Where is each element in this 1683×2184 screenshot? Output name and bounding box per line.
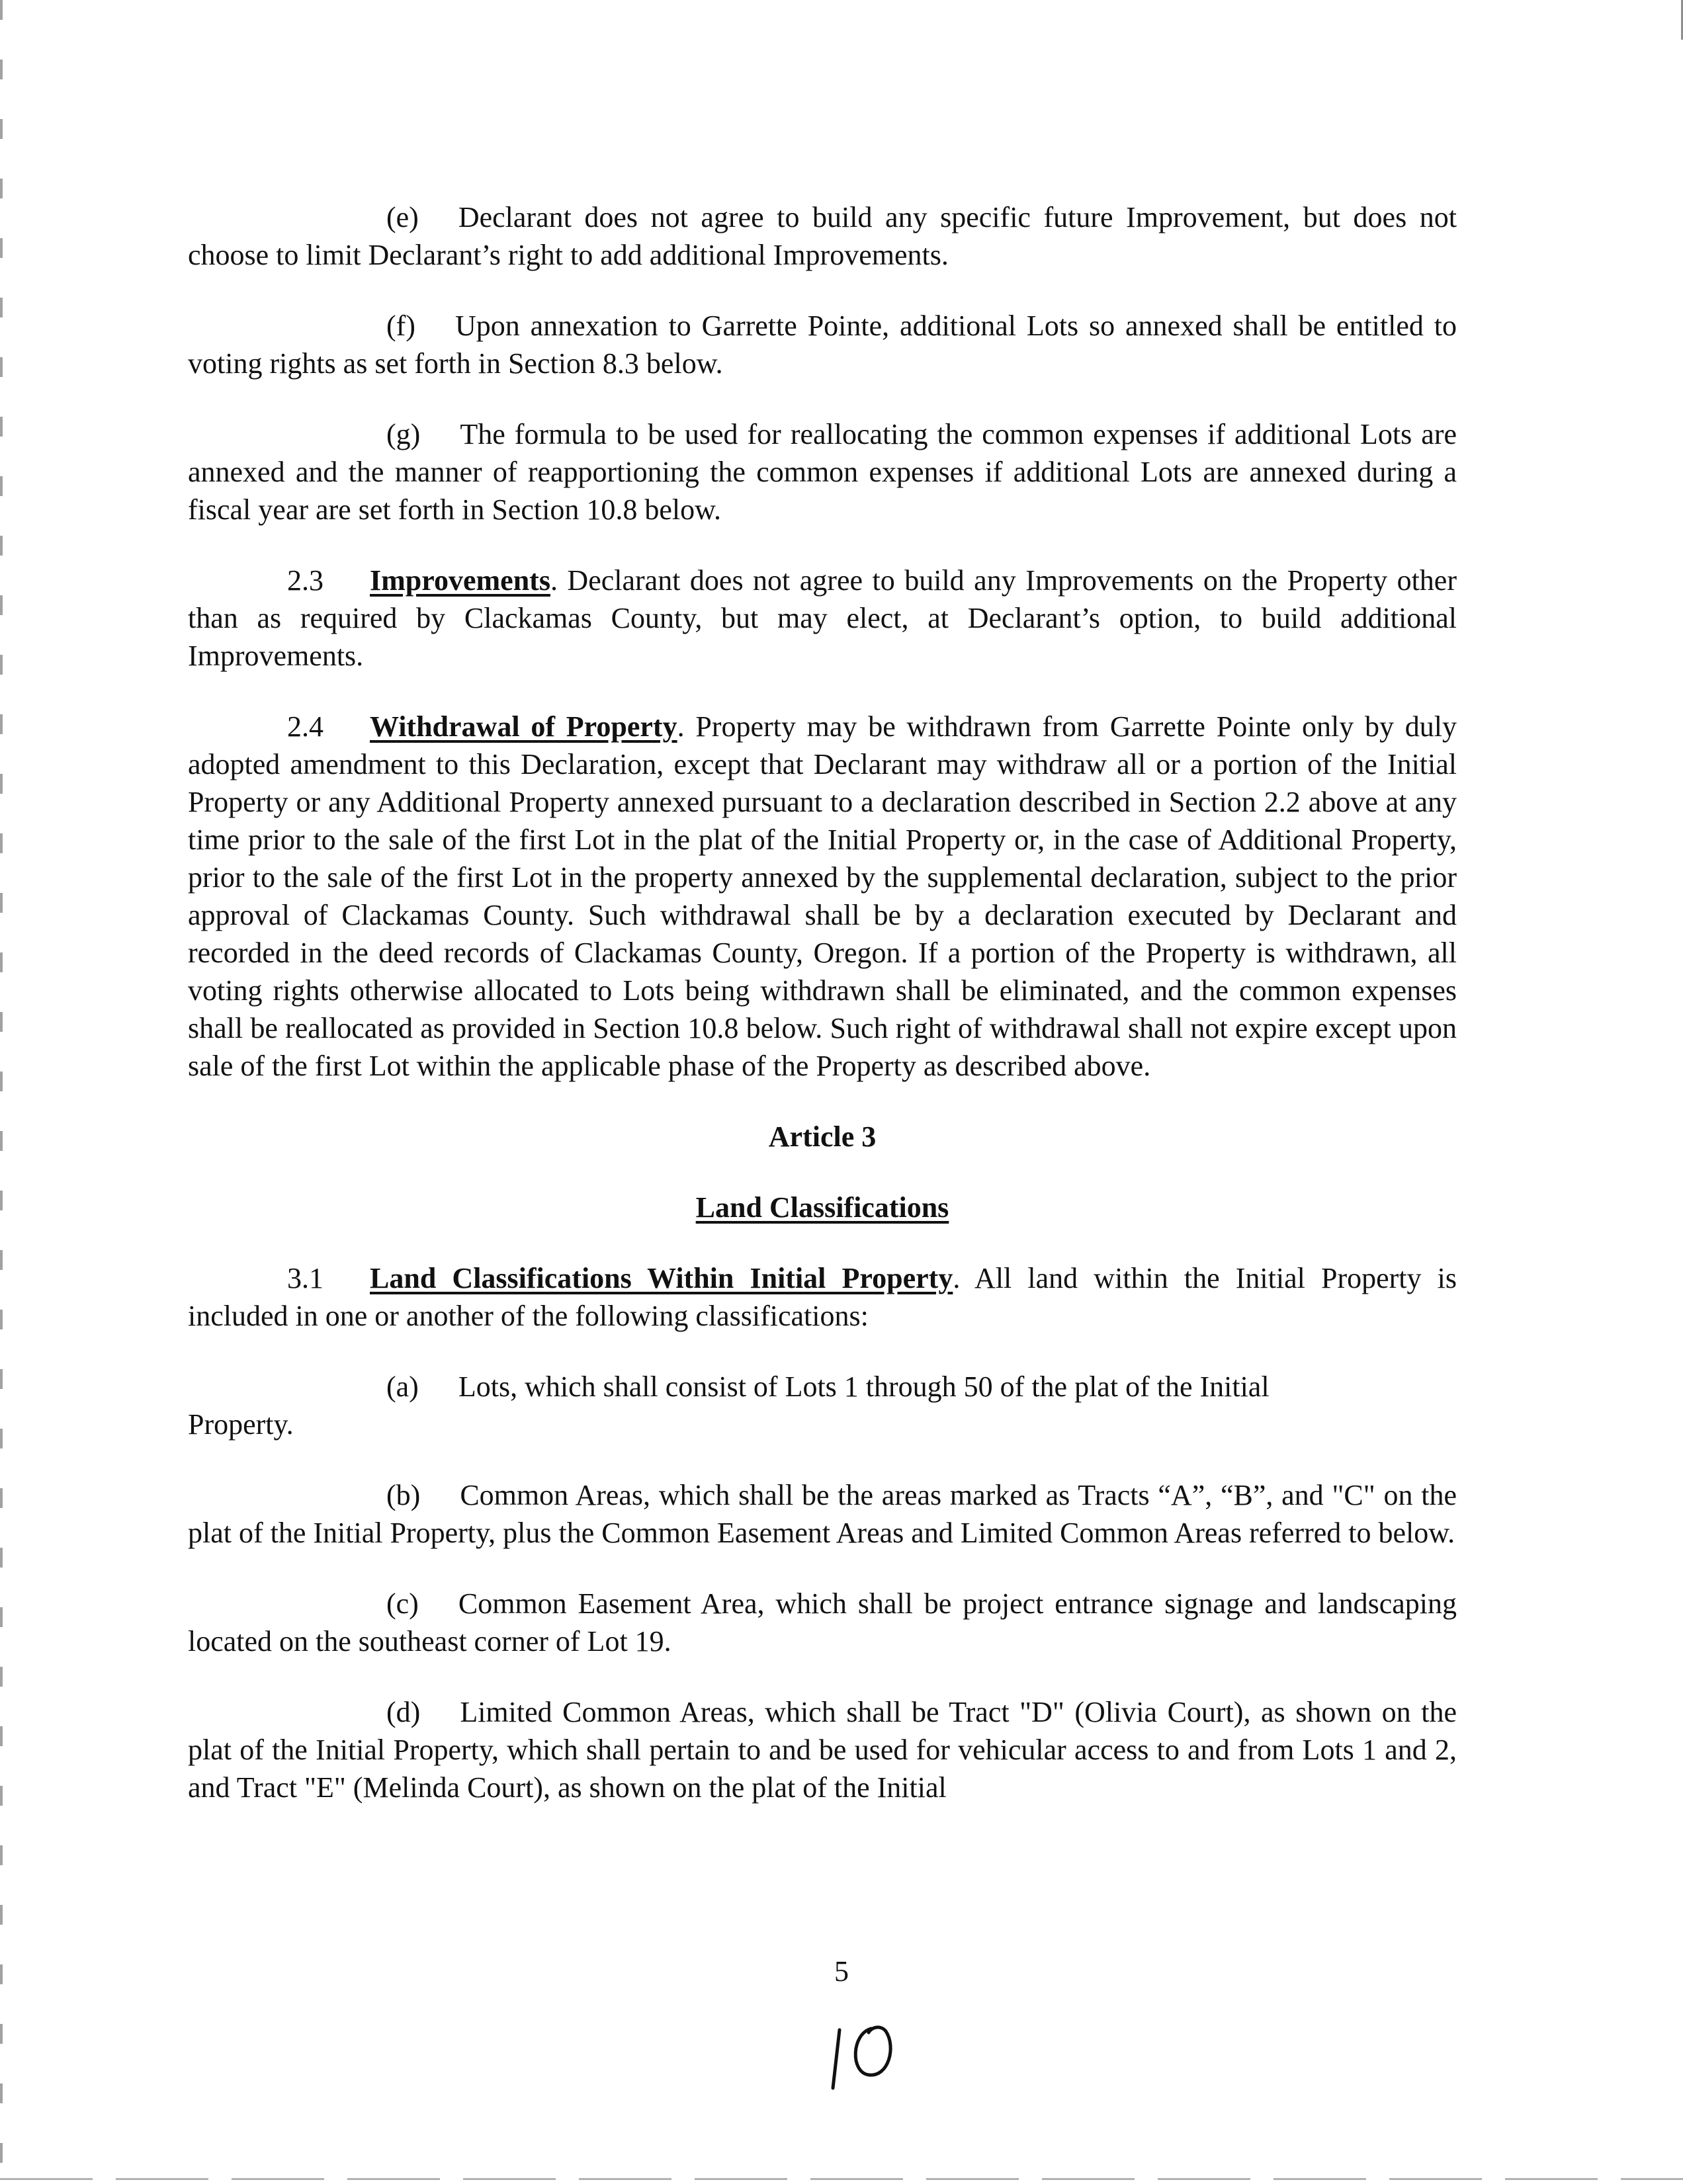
classification-d-label: (d): [386, 1696, 421, 1728]
section-2-3-heading: Improvements: [370, 564, 550, 597]
classification-d-text: Limited Common Areas, which shall be Tract "D" (Olivia Court), as shown on the plat of the Initial Property, which shall pertain to and be used for vehicular access to and from Lots 1 and 2, and Tract "E" (Melinda Court), as shown on the plat of the Initial: [188, 1696, 1457, 1804]
section-2-4-text: . Property may be withdrawn from Garrette Pointe only by duly adopted amendment to this Declaration, except that Declarant may withdraw all or a portion of the Initial Property or any Additional Property annexed pursuant to a declaration described in Section 2.2 above at any time prior to the sale of the first Lot in the plat of the Initial Property or, in the case of Additional Property, prior to the sale of the first Lot in the property annexed by the supplemental declaration, subject to the prior approval of Clackamas County. Such withdrawal shall be by a declaration executed by Declarant and recorded in the deed records of Clackamas County, Oregon. If a portion of the Property is withdrawn, all voting rights otherwise allocated to Lots being withdrawn shall be eliminated, and the common expenses shall be reallocated as provided in Section 10.8 below. Such right of withdrawal shall not expire except upon sale of the first Lot within the applicable phase of the Property as described above.: [188, 710, 1457, 1082]
classification-b-text: Common Areas, which shall be the areas marked as Tracts “A”, “B”, and "C" on the plat of the Initial Property, plus the Common Easement Areas and Limited Common Areas referred to below.: [188, 1479, 1457, 1549]
item-f-text: Upon annexation to Garrette Pointe, additional Lots so annexed shall be entitled to voting rights as set forth in Section 8.3 below.: [188, 310, 1457, 380]
classification-b: [188, 1476, 1457, 1552]
article-title: Article 3: [768, 1120, 877, 1153]
classification-a-continuation: Property.: [188, 1408, 294, 1441]
item-g-label: (g): [386, 418, 421, 450]
item-g: [188, 415, 1457, 528]
section-3-1-heading: Land Classifications Within Initial Property: [370, 1262, 953, 1294]
classification-a: [188, 1368, 1457, 1406]
page-number: 5: [834, 1955, 849, 1988]
section-2-4-number: 2.4: [287, 710, 324, 743]
classification-c-text: Common Easement Area, which shall be project entrance signage and landscaping located on the southeast corner of Lot 19.: [188, 1587, 1457, 1658]
item-f: [188, 307, 1457, 382]
section-3-1-text: . All land within the Initial Property is included in one or another of the following classifications:: [188, 1262, 1457, 1332]
classification-d: [188, 1693, 1457, 1806]
item-e-text: Declarant does not agree to build any specific future Improvement, but does not choose to limit Declarant’s right to add additional Improvements.: [188, 201, 1457, 271]
document-body: [188, 198, 1457, 1806]
section-2-3: [188, 562, 1457, 675]
item-f-label: (f): [386, 310, 415, 342]
section-2-3-number: 2.3: [287, 564, 324, 597]
classification-c-label: (c): [386, 1587, 419, 1620]
item-g-text: The formula to be used for reallocating the common expenses if additional Lots are annexed and the manner of reapportioning the common expenses if additional Lots are annexed during a fiscal year are set forth in Section 10.8 below.: [188, 418, 1457, 526]
classification-a-label: (a): [386, 1370, 419, 1403]
item-e-label: (e): [386, 201, 419, 233]
classification-b-label: (b): [386, 1479, 421, 1511]
handwritten-page-number: [830, 2021, 910, 2093]
classification-c: [188, 1585, 1457, 1660]
handwritten-number-drawing: [830, 2021, 910, 2093]
section-3-1: [188, 1259, 1457, 1335]
section-3-1-number: 3.1: [287, 1262, 324, 1294]
scan-edge-bottom: [0, 2178, 1683, 2180]
section-2-4: [188, 708, 1457, 1085]
classification-a-text: Lots, which shall consist of Lots 1 through 50 of the plat of the Initial: [458, 1370, 1270, 1403]
section-2-4-heading: Withdrawal of Property: [370, 710, 677, 743]
scan-edge-left: [0, 0, 3, 2184]
section-2-3-text: . Declarant does not agree to build any Improvements on the Property other than as required by Clackamas County, but may elect, at Declarant’s option, to build additional Improvements.: [188, 564, 1457, 672]
article-subtitle: Land Classifications: [695, 1191, 949, 1224]
item-e: [188, 198, 1457, 274]
